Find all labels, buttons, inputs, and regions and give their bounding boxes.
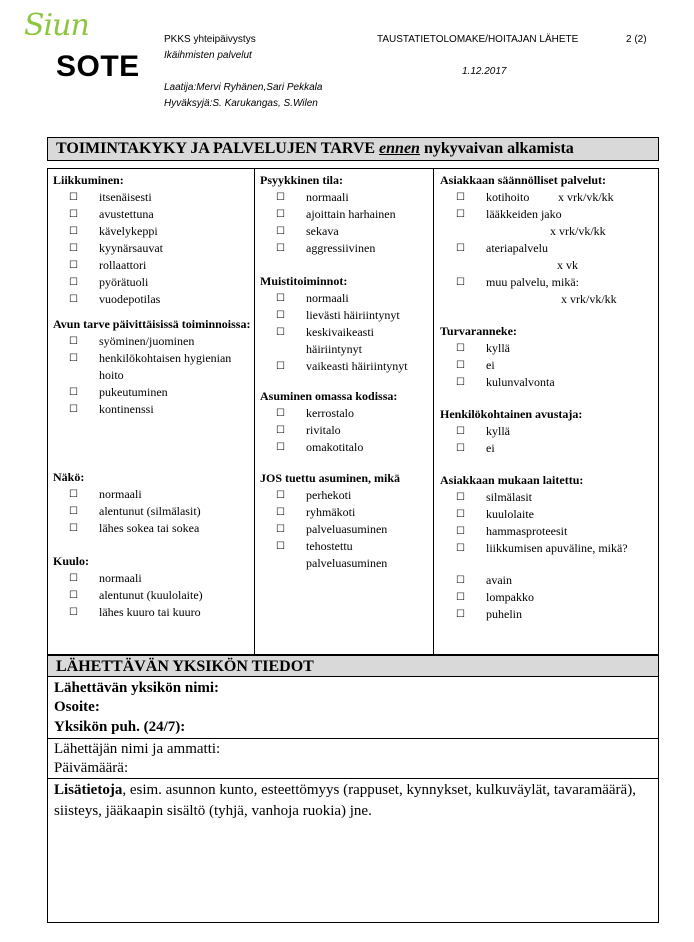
mobility-option bbox=[53, 223, 253, 240]
equipment-option bbox=[440, 606, 658, 623]
memory-option-label: normaali bbox=[306, 291, 349, 305]
supported-option bbox=[260, 487, 432, 504]
checkbox-icon[interactable]: ☐ bbox=[456, 343, 465, 354]
checkbox-icon[interactable]: ☐ bbox=[276, 507, 285, 518]
equipment-option bbox=[440, 523, 658, 540]
checkbox-icon[interactable]: ☐ bbox=[276, 541, 285, 552]
checkbox-icon[interactable]: ☐ bbox=[276, 490, 285, 501]
checkbox-icon[interactable]: ☐ bbox=[276, 442, 285, 453]
mobility-option-label: avustettuna bbox=[99, 207, 154, 221]
home-option bbox=[260, 439, 432, 456]
checkbox-icon[interactable]: ☐ bbox=[69, 607, 78, 618]
equipment-option bbox=[440, 506, 658, 523]
hearing-option bbox=[53, 604, 253, 621]
checkbox-icon[interactable]: ☐ bbox=[456, 543, 465, 554]
memory-heading: Muistitoiminnot: bbox=[260, 274, 348, 288]
services-heading: Asiakkaan säännölliset palvelut: bbox=[440, 173, 607, 187]
mobility-option-label: pyörätuoli bbox=[99, 275, 149, 289]
checkbox-icon[interactable]: ☐ bbox=[69, 387, 78, 398]
checkbox-icon[interactable]: ☐ bbox=[69, 573, 78, 584]
service-home-care-freq: x vrk/vk/kk bbox=[558, 190, 614, 204]
checkbox-icon[interactable]: ☐ bbox=[69, 277, 78, 288]
mobility-option-label: vuodepotilas bbox=[99, 292, 161, 306]
mental-option-label: normaali bbox=[306, 190, 349, 204]
home-option-label: rivitalo bbox=[306, 423, 341, 437]
logo-sote: SOTE bbox=[56, 50, 140, 83]
checkbox-icon[interactable]: ☐ bbox=[69, 506, 78, 517]
hearing-option-label: alentunut (kuulolaite) bbox=[99, 588, 203, 602]
checkbox-icon[interactable]: ☐ bbox=[456, 209, 465, 220]
memory-option bbox=[260, 307, 432, 324]
checkbox-icon[interactable]: ☐ bbox=[456, 492, 465, 503]
service-other-freq: x vrk/vk/kk bbox=[561, 292, 617, 306]
vision-option-label: alentunut (silmälasit) bbox=[99, 504, 201, 518]
supported-option bbox=[260, 538, 432, 572]
service-meal-freq: x vk bbox=[557, 258, 578, 272]
home-option bbox=[260, 422, 432, 439]
alarm-option bbox=[440, 340, 658, 357]
checkbox-icon[interactable]: ☐ bbox=[276, 524, 285, 535]
equipment-option-label: avain bbox=[486, 573, 512, 587]
alarm-option-label: ei bbox=[486, 358, 495, 372]
vision-option-label: normaali bbox=[99, 487, 142, 501]
vision-option bbox=[53, 486, 253, 503]
assistant-option bbox=[440, 440, 658, 457]
equipment-option-label: liikkumisen apuväline, mikä? bbox=[486, 541, 628, 555]
mental-option-label: aggressiivinen bbox=[306, 241, 376, 255]
checkbox-icon[interactable]: ☐ bbox=[456, 192, 465, 203]
mental-option bbox=[260, 240, 432, 257]
daily-help-heading: Avun tarve päivittäisissä toiminnoissa: bbox=[53, 317, 251, 331]
alarm-heading: Turvaranneke: bbox=[440, 324, 517, 338]
memory-option-label: keskivaikeasti häiriintynyt bbox=[306, 325, 374, 356]
header-authors: Laatija:Mervi Ryhänen,Sari Pekkala bbox=[164, 82, 323, 93]
checkbox-icon[interactable]: ☐ bbox=[276, 327, 285, 338]
header-approvers: Hyväksyjä:S. Karukangas, S.Wilen bbox=[164, 98, 318, 109]
header-org: PKKS yhteipäivystys bbox=[164, 34, 256, 45]
checkbox-icon[interactable]: ☐ bbox=[69, 404, 78, 415]
equipment-option-label: lompakko bbox=[486, 590, 534, 604]
checkbox-icon[interactable]: ☐ bbox=[276, 425, 285, 436]
supported-option-label: tehostettu palveluasuminen bbox=[306, 539, 388, 570]
service-home-care bbox=[440, 189, 658, 206]
section-title-functional-ability: TOIMINTAKYKY JA PALVELUJEN TARVE ennen nykyvaivan alkamista bbox=[47, 137, 659, 161]
checkbox-icon[interactable]: ☐ bbox=[69, 294, 78, 305]
service-other-label: muu palvelu, mikä: bbox=[486, 275, 579, 289]
assistant-option-label: kyllä bbox=[486, 424, 510, 438]
service-medicine-freq: x vrk/vk/kk bbox=[550, 224, 606, 238]
supported-option-label: palveluasuminen bbox=[306, 522, 388, 536]
home-option-label: kerrostalo bbox=[306, 406, 354, 420]
phone-label: Yksikön puh. (24/7): bbox=[54, 719, 186, 735]
mental-option bbox=[260, 223, 432, 240]
daily-option bbox=[53, 384, 253, 401]
checkbox-icon[interactable]: ☐ bbox=[276, 192, 285, 203]
service-meal-label: ateriapalvelu bbox=[486, 241, 548, 255]
equipment-option-label: hammasproteesit bbox=[486, 524, 568, 538]
assistant-option bbox=[440, 423, 658, 440]
equipment-option bbox=[440, 572, 658, 589]
vision-heading: Näkö: bbox=[53, 470, 85, 484]
equipment-option bbox=[440, 489, 658, 506]
supported-option-label: perhekoti bbox=[306, 488, 352, 502]
equipment-option bbox=[440, 589, 658, 606]
checkbox-icon[interactable]: ☐ bbox=[276, 293, 285, 304]
vision-option bbox=[53, 503, 253, 520]
mobility-option-label: itsenäisesti bbox=[99, 190, 152, 204]
mobility-option-label: rollaattori bbox=[99, 258, 147, 272]
mental-option bbox=[260, 206, 432, 223]
alarm-option bbox=[440, 374, 658, 391]
checkbox-icon[interactable]: ☐ bbox=[276, 209, 285, 220]
mobility-option bbox=[53, 240, 253, 257]
checkbox-icon[interactable]: ☐ bbox=[456, 609, 465, 620]
section-title-sender-unit: LÄHETTÄVÄN YKSIKÖN TIEDOT bbox=[47, 655, 659, 677]
hearing-option-label: normaali bbox=[99, 571, 142, 585]
mobility-option bbox=[53, 206, 253, 223]
equipment-option-label: silmälasit bbox=[486, 490, 532, 504]
mental-option-label: ajoittain harhainen bbox=[306, 207, 396, 221]
mobility-option bbox=[53, 274, 253, 291]
memory-option-label: vaikeasti häiriintynyt bbox=[306, 359, 408, 373]
checkbox-icon[interactable]: ☐ bbox=[69, 260, 78, 271]
memory-option bbox=[260, 324, 432, 358]
service-meal bbox=[440, 240, 658, 257]
checkbox-icon[interactable]: ☐ bbox=[69, 243, 78, 254]
checkbox-icon[interactable]: ☐ bbox=[456, 526, 465, 537]
hearing-heading: Kuulo: bbox=[53, 554, 90, 568]
mental-option bbox=[260, 189, 432, 206]
header-page: 2 (2) bbox=[626, 34, 647, 45]
sender-label: Lähettäjän nimi ja ammatti: bbox=[54, 741, 221, 757]
checkbox-icon[interactable]: ☐ bbox=[276, 226, 285, 237]
checkbox-icon[interactable]: ☐ bbox=[456, 426, 465, 437]
home-heading: Asuminen omassa kodissa: bbox=[260, 389, 398, 403]
hearing-option bbox=[53, 570, 253, 587]
column-mobility-senses bbox=[53, 172, 253, 621]
additional-info-label: Lisätietoja bbox=[54, 782, 123, 798]
equipment-option-label: kuulolaite bbox=[486, 507, 534, 521]
alarm-option-label: kulunvalvonta bbox=[486, 375, 555, 389]
address-label: Osoite: bbox=[54, 699, 100, 715]
checkbox-icon[interactable]: ☐ bbox=[456, 443, 465, 454]
checkbox-icon[interactable]: ☐ bbox=[456, 360, 465, 371]
checkbox-icon[interactable]: ☐ bbox=[69, 489, 78, 500]
daily-option-label: syöminen/juominen bbox=[99, 334, 195, 348]
checkbox-icon[interactable]: ☐ bbox=[69, 353, 78, 364]
home-option bbox=[260, 405, 432, 422]
checkbox-icon[interactable]: ☐ bbox=[69, 226, 78, 237]
checkbox-icon[interactable]: ☐ bbox=[276, 408, 285, 419]
daily-option bbox=[53, 401, 253, 418]
daily-option-label: henkilökohtaisen hygienian hoito bbox=[99, 351, 232, 382]
checkbox-icon[interactable]: ☐ bbox=[69, 209, 78, 220]
daily-option bbox=[53, 333, 253, 350]
assistant-option-label: ei bbox=[486, 441, 495, 455]
daily-option-label: kontinenssi bbox=[99, 402, 154, 416]
checkbox-icon[interactable]: ☐ bbox=[276, 361, 285, 372]
service-medicine bbox=[440, 206, 658, 223]
mobility-option-label: kyynärsauvat bbox=[99, 241, 163, 255]
memory-option bbox=[260, 358, 432, 375]
checkbox-icon[interactable]: ☐ bbox=[69, 336, 78, 347]
checkbox-icon[interactable]: ☐ bbox=[276, 243, 285, 254]
checkbox-icon[interactable]: ☐ bbox=[456, 277, 465, 288]
supported-housing-heading: JOS tuettu asuminen, mikä bbox=[260, 471, 401, 485]
checkbox-icon[interactable]: ☐ bbox=[276, 310, 285, 321]
alarm-option-label: kyllä bbox=[486, 341, 510, 355]
memory-option-label: lievästi häiriintynyt bbox=[306, 308, 400, 322]
service-other bbox=[440, 274, 658, 291]
mobility-option bbox=[53, 291, 253, 308]
assistant-heading: Henkilökohtainen avustaja: bbox=[440, 407, 583, 421]
vision-option-label: lähes sokea tai sokea bbox=[99, 521, 200, 535]
hearing-option-label: lähes kuuro tai kuuro bbox=[99, 605, 201, 619]
checkbox-icon[interactable]: ☐ bbox=[456, 509, 465, 520]
mobility-heading: Liikkuminen: bbox=[53, 173, 124, 187]
column-services bbox=[440, 172, 658, 623]
mobility-option bbox=[53, 189, 253, 206]
header-form-title: TAUSTATIETOLOMAKE/HOITAJAN LÄHETE bbox=[377, 34, 579, 45]
checkbox-icon[interactable]: ☐ bbox=[456, 377, 465, 388]
unit-name-label: Lähettävän yksikön nimi: bbox=[54, 680, 220, 696]
supported-option bbox=[260, 504, 432, 521]
column-mental-housing bbox=[260, 172, 432, 572]
mobility-option-label: kävelykeppi bbox=[99, 224, 158, 238]
additional-info bbox=[54, 780, 652, 822]
daily-option bbox=[53, 350, 253, 384]
logo-siun-script: Siun bbox=[24, 8, 89, 43]
checkbox-icon[interactable]: ☐ bbox=[69, 192, 78, 203]
header-unit: Ikäihmisten palvelut bbox=[164, 50, 252, 61]
header-date: 1.12.2017 bbox=[462, 66, 507, 77]
vision-option bbox=[53, 520, 253, 537]
memory-option bbox=[260, 290, 432, 307]
service-home-care-label: kotihoito bbox=[486, 190, 530, 204]
home-option-label: omakotitalo bbox=[306, 440, 364, 454]
service-medicine-label: lääkkeiden jako bbox=[486, 207, 562, 221]
mobility-option bbox=[53, 257, 253, 274]
equipment-option bbox=[440, 540, 658, 557]
checkbox-icon[interactable]: ☐ bbox=[69, 523, 78, 534]
additional-info-text: , esim. asunnon kunto, esteettömyys (rappuset, kynnykset, kulkuväylät, tavaramäärä), siisteys, jääkaapin sisältö (tyhjä, vanhoja ruokia) jne. bbox=[54, 782, 636, 819]
mental-option-label: sekava bbox=[306, 224, 339, 238]
supported-option bbox=[260, 521, 432, 538]
checkbox-icon[interactable]: ☐ bbox=[456, 592, 465, 603]
checkbox-icon[interactable]: ☐ bbox=[69, 590, 78, 601]
daily-option-label: pukeutuminen bbox=[99, 385, 168, 399]
mental-heading: Psyykkinen tila: bbox=[260, 173, 344, 187]
equipment-heading: Asiakkaan mukaan laitettu: bbox=[440, 473, 584, 487]
supported-option-label: ryhmäkoti bbox=[306, 505, 356, 519]
alarm-option bbox=[440, 357, 658, 374]
equipment-option-label: puhelin bbox=[486, 607, 522, 621]
hearing-option bbox=[53, 587, 253, 604]
checkbox-icon[interactable]: ☐ bbox=[456, 575, 465, 586]
checkbox-icon[interactable]: ☐ bbox=[456, 243, 465, 254]
date-label: Päivämäärä: bbox=[54, 760, 129, 776]
